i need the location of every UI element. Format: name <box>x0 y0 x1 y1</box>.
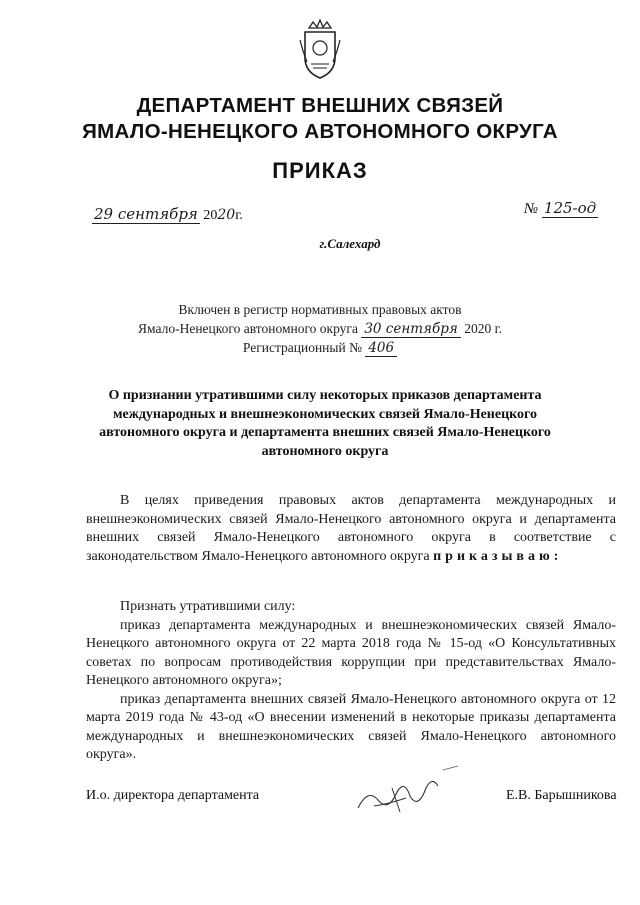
handwritten-signature <box>348 758 468 828</box>
handwritten-number: 125-од <box>543 199 597 217</box>
preamble-text: В целях приведения правовых актов департамента международных и внешнеэкономических связей Ямало-Ненецкого автономного округа и департамента внешних связей Ямало-Ненецкого автономного округа в соответствие с законодательством Ямало-Ненецкого автономного округа <box>86 493 616 564</box>
order-items <box>86 598 616 765</box>
number-sign: № <box>524 201 539 217</box>
coat-of-arms-emblem <box>297 18 343 82</box>
signatory-position: И.о. директора департамента <box>86 788 260 803</box>
order-number <box>524 199 598 218</box>
year-suffix: г. <box>235 208 243 223</box>
registry-stamp-line3 <box>0 340 640 357</box>
registry-year: 2020 г. <box>464 321 502 336</box>
handwritten-date: 29 сентября <box>94 205 198 223</box>
preamble-paragraph <box>86 492 616 566</box>
registry-handwritten-date: 30 сентября <box>361 321 460 338</box>
registry-number-label: Регистрационный № <box>242 340 362 355</box>
registry-stamp-line2 <box>0 321 640 338</box>
order-subject: О признании утратившими силу некоторых приказов департамента международных и внешнеэкономических связей Ямало-Ненецкого автономного округа и департамента внешних связей Ямало-Ненецкого автономного округа <box>99 388 551 459</box>
year-prefix: 20 <box>203 208 218 223</box>
city-label: г.Салехард <box>319 236 381 251</box>
department-title-line2: ЯМАЛО-НЕНЕЦКОГО АВТОНОМНОГО ОКРУГА <box>82 120 558 143</box>
signatory-name: Е.В. Барышникова <box>506 788 617 803</box>
department-title-line1: ДЕПАРТАМЕНТ ВНЕШНИХ СВЯЗЕЙ <box>136 94 504 117</box>
item-1: приказ департамента международных и внешнеэкономических связей Ямало-Ненецкого автономного округа от 22 марта 2018 года № 15-од «О Консультативных советах по вопросам противодействия коррупции при представительствах Ямало-Ненецкого автономного округа»; <box>86 617 616 688</box>
registry-handwritten-number: 406 <box>365 340 397 357</box>
items-intro: Признать утратившими силу: <box>120 599 296 614</box>
item-2: приказ департамента внешних связей Ямало-Ненецкого автономного округа от 12 марта 2019 года № 43-од «О внесении изменений в некоторые приказы департамента международных и внешнеэкономических связей Ямало-Ненецкого автономного округа». <box>86 691 616 762</box>
registry-stamp-line1: Включен в регистр нормативных правовых актов <box>178 302 462 317</box>
registry-region: Ямало-Ненецкого автономного округа <box>138 321 358 336</box>
decree-word: приказываю: <box>433 548 563 564</box>
document-type-title: ПРИКАЗ <box>272 158 368 183</box>
order-date <box>92 205 243 224</box>
handwritten-year: 20 <box>217 207 236 223</box>
